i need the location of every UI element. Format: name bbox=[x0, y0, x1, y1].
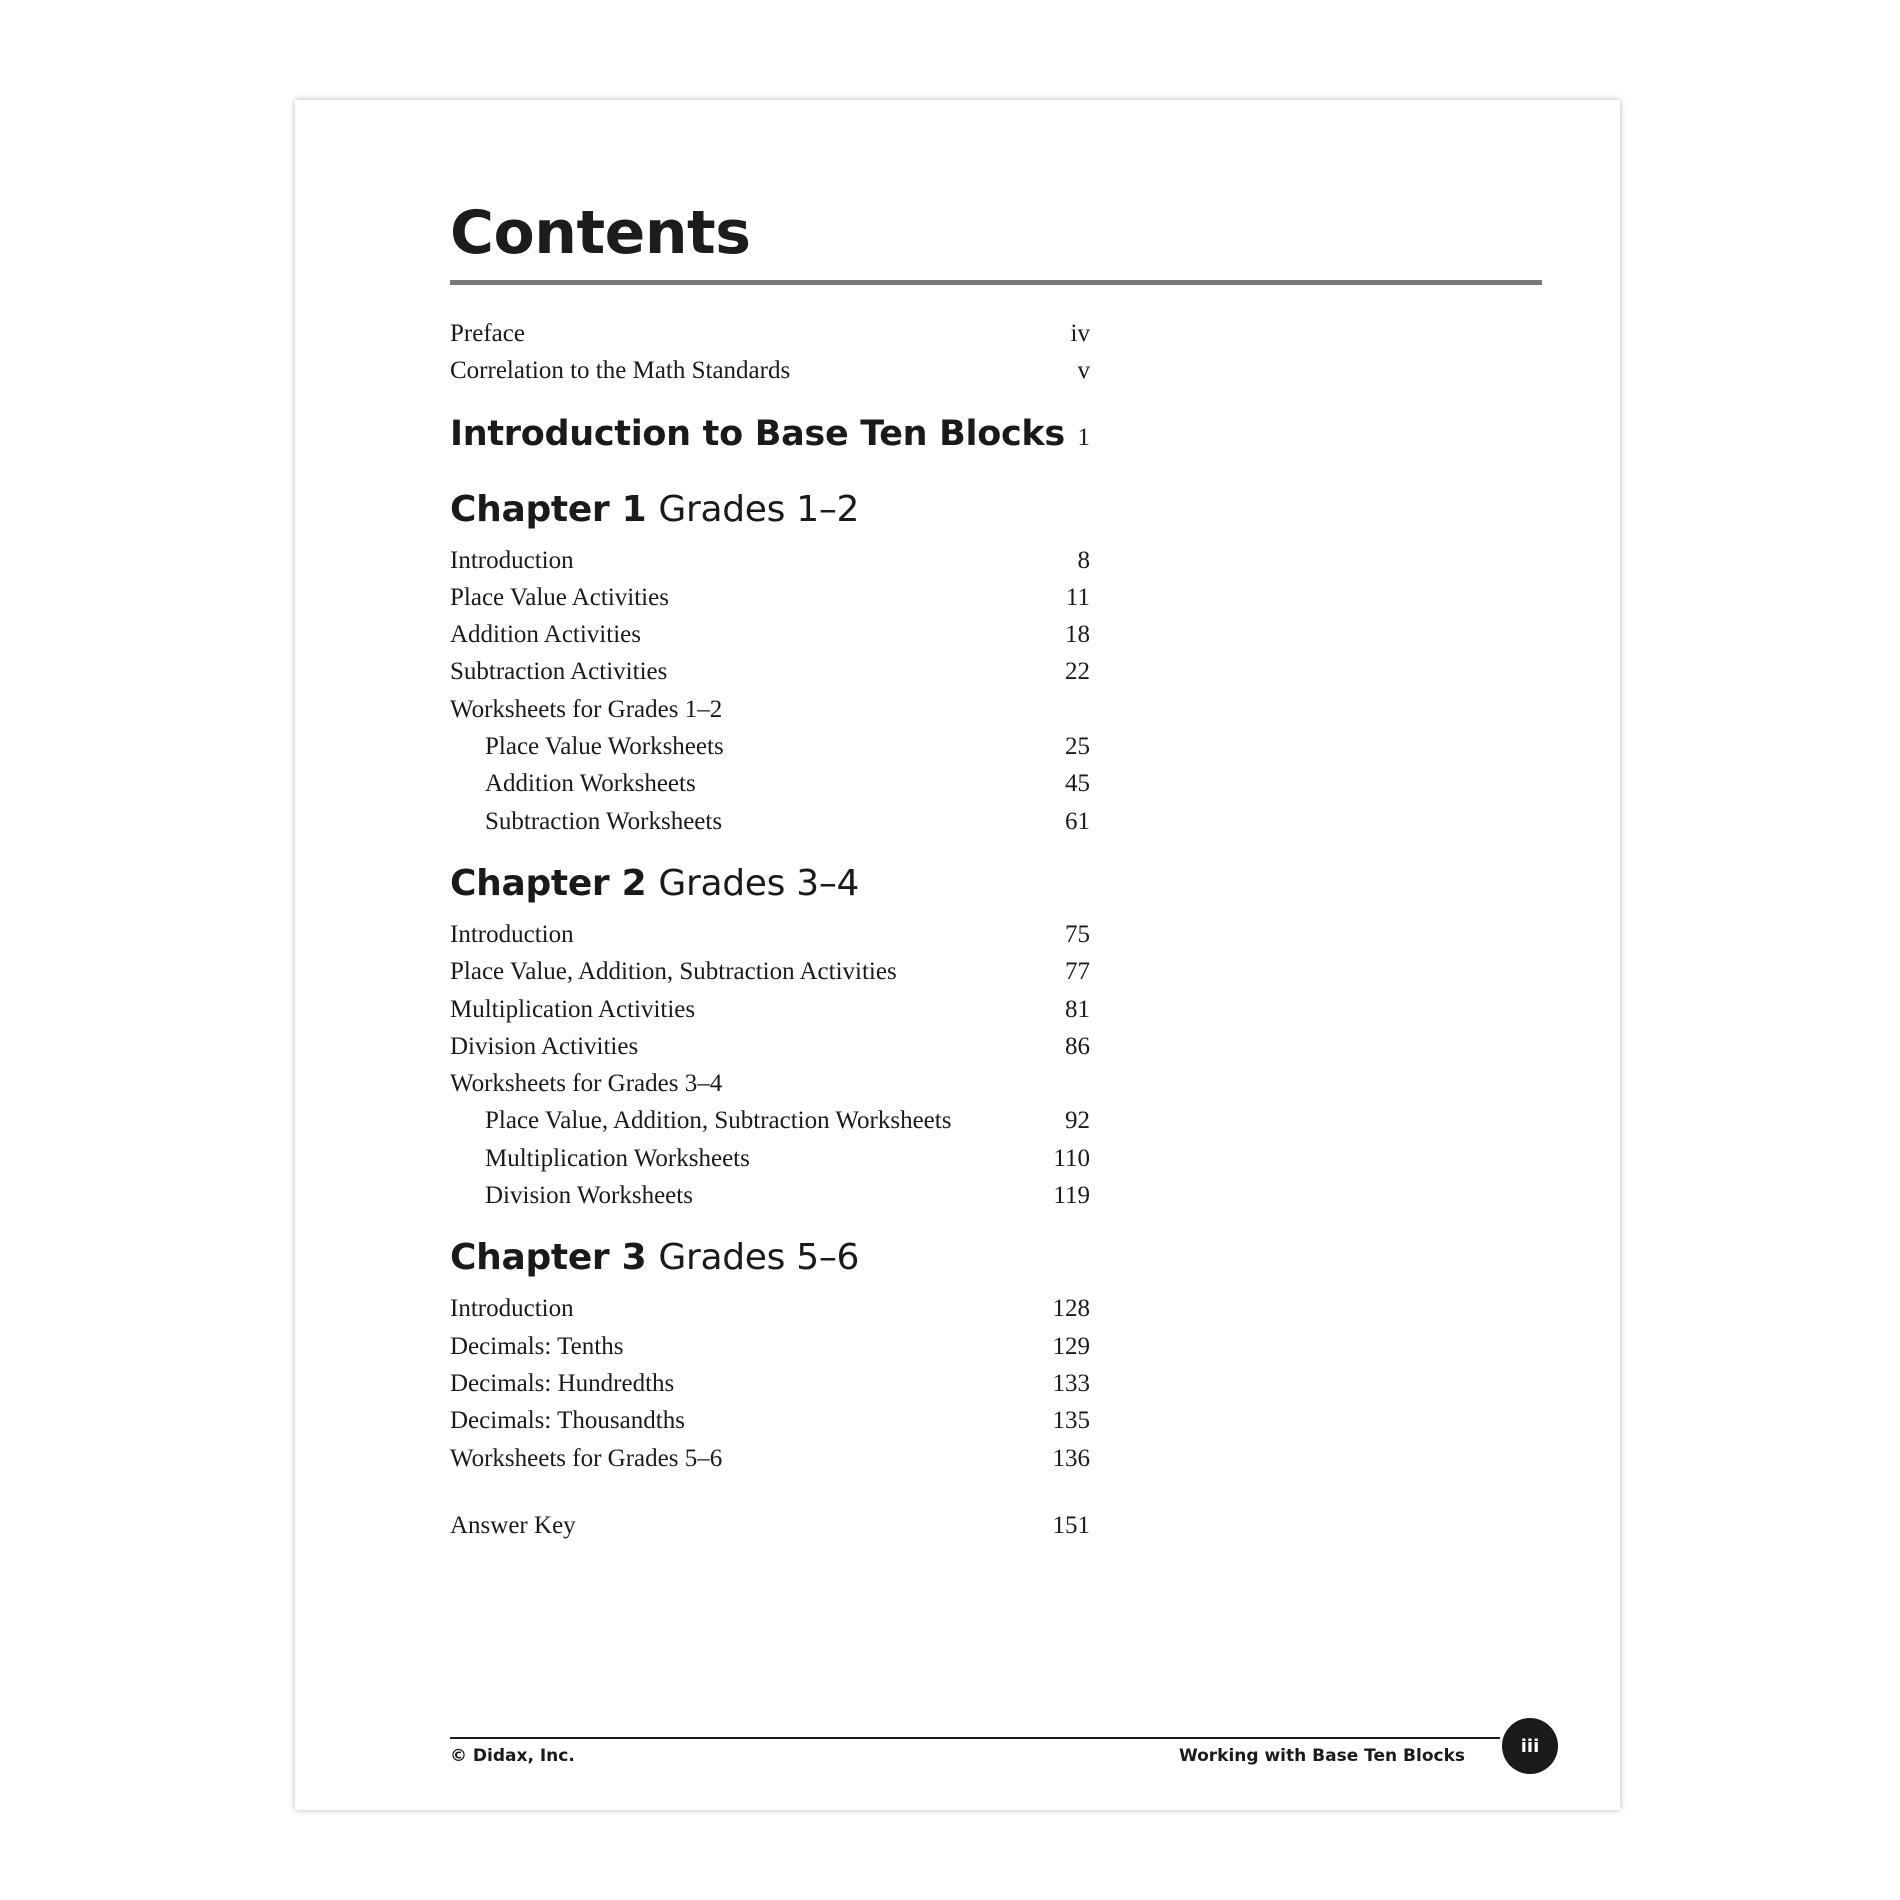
toc-entry-answer-key[interactable] bbox=[450, 1507, 1090, 1544]
toc-entry[interactable] bbox=[450, 1290, 1090, 1327]
toc-entry-page: 151 bbox=[1052, 1511, 1090, 1539]
chapter-number: Chapter 3 bbox=[450, 1237, 647, 1279]
toc-entry-label: Multiplication Worksheets bbox=[485, 1144, 750, 1172]
document-page bbox=[295, 100, 1620, 1810]
toc-entry-label: Worksheets for Grades 1–2 bbox=[450, 695, 723, 723]
toc-entry-label: Introduction bbox=[450, 1295, 574, 1323]
toc-entry-page: 128 bbox=[1052, 1295, 1090, 1323]
chapter-grades: Grades 5–6 bbox=[658, 1237, 860, 1279]
toc-subentry[interactable] bbox=[450, 803, 1090, 840]
chapter-grades: Grades 3–4 bbox=[658, 862, 860, 904]
toc-entry-label: Place Value Activities bbox=[450, 583, 669, 611]
chapter-number: Chapter 2 bbox=[450, 862, 647, 904]
toc-heading-label: Introduction to Base Ten Blocks bbox=[450, 413, 1065, 454]
toc-entry-label: Answer Key bbox=[450, 1511, 576, 1539]
toc-subentry[interactable] bbox=[450, 728, 1090, 765]
toc-entry-page: 8 bbox=[1077, 546, 1090, 574]
toc-entry[interactable] bbox=[450, 1028, 1090, 1065]
toc-entry-label: Preface bbox=[450, 320, 525, 347]
chapter-2-heading bbox=[450, 852, 1090, 916]
toc-entry[interactable] bbox=[450, 1365, 1090, 1402]
toc-entry-label: Introduction bbox=[450, 920, 574, 948]
footer-copyright: © Didax, Inc. bbox=[450, 1746, 575, 1766]
toc-entry[interactable] bbox=[450, 579, 1090, 616]
toc-entry-page: 11 bbox=[1065, 583, 1090, 611]
toc-entry-page: 129 bbox=[1052, 1332, 1090, 1360]
toc-entry-label: Addition Activities bbox=[450, 621, 641, 649]
toc-entry[interactable] bbox=[450, 991, 1090, 1028]
toc-entry-label: Place Value, Addition, Subtraction Activities bbox=[450, 958, 897, 986]
chapter-3-heading bbox=[450, 1226, 1090, 1290]
toc-entry-page: 45 bbox=[1065, 770, 1090, 798]
toc-entry-page: 22 bbox=[1065, 658, 1090, 686]
toc-entry-page: 135 bbox=[1052, 1407, 1090, 1435]
toc-entry-page: 110 bbox=[1053, 1144, 1090, 1172]
toc-entry-label: Subtraction Worksheets bbox=[485, 807, 723, 835]
toc-entry-label: Worksheets for Grades 3–4 bbox=[450, 1070, 723, 1098]
toc-entry-group bbox=[450, 1065, 1090, 1102]
toc-subentry[interactable] bbox=[450, 765, 1090, 802]
toc-entry-label: Division Worksheets bbox=[485, 1182, 693, 1210]
spacer bbox=[450, 466, 1090, 478]
toc-entry-page: 92 bbox=[1065, 1107, 1090, 1135]
toc-entry-correlation[interactable] bbox=[450, 352, 1090, 389]
toc-subentry[interactable] bbox=[450, 1177, 1090, 1214]
spacer bbox=[450, 1214, 1090, 1226]
toc-entry[interactable] bbox=[450, 916, 1090, 953]
table-of-contents bbox=[450, 315, 1090, 1544]
toc-entry-page: 86 bbox=[1065, 1032, 1090, 1060]
toc-entry-page: 81 bbox=[1065, 995, 1090, 1023]
spacer bbox=[450, 840, 1090, 852]
toc-entry-label: Decimals: Thousandths bbox=[450, 1407, 685, 1435]
toc-entry-page: 18 bbox=[1065, 621, 1090, 649]
chapter-number: Chapter 1 bbox=[450, 488, 647, 530]
toc-entry-label: Correlation to the Math Standards bbox=[450, 357, 791, 385]
toc-entry-preface[interactable] bbox=[450, 315, 1090, 352]
toc-entry-label: Place Value Worksheets bbox=[485, 733, 724, 761]
title-rule bbox=[450, 280, 1542, 285]
toc-subentry[interactable] bbox=[450, 1102, 1090, 1139]
toc-entry-label: Introduction bbox=[450, 546, 574, 574]
toc-entry-label: Subtraction Activities bbox=[450, 658, 668, 686]
toc-entry-label: Place Value, Addition, Subtraction Worksheets bbox=[485, 1107, 952, 1135]
page-number-badge: iii bbox=[1502, 1718, 1558, 1774]
footer-rule bbox=[450, 1737, 1500, 1739]
toc-entry[interactable] bbox=[450, 653, 1090, 690]
toc-subentry[interactable] bbox=[450, 1140, 1090, 1177]
chapter-1-heading bbox=[450, 478, 1090, 542]
toc-entry-page: 133 bbox=[1052, 1369, 1090, 1397]
toc-introduction-heading[interactable] bbox=[450, 402, 1090, 466]
toc-entry[interactable] bbox=[450, 1440, 1090, 1477]
toc-entry[interactable] bbox=[450, 1328, 1090, 1365]
spacer bbox=[450, 1477, 1090, 1507]
toc-entry-page: 61 bbox=[1065, 807, 1090, 835]
chapter-grades: Grades 1–2 bbox=[658, 488, 860, 530]
spacer bbox=[450, 390, 1090, 402]
page-title: Contents bbox=[450, 198, 751, 268]
toc-entry-label: Worksheets for Grades 5–6 bbox=[450, 1444, 723, 1472]
toc-entry-label: Decimals: Tenths bbox=[450, 1332, 624, 1360]
toc-entry-page: v bbox=[1077, 357, 1090, 385]
toc-entry-label: Decimals: Hundredths bbox=[450, 1369, 675, 1397]
toc-entry[interactable] bbox=[450, 616, 1090, 653]
toc-heading-page: 1 bbox=[1077, 423, 1090, 451]
toc-entry[interactable] bbox=[450, 953, 1090, 990]
toc-entry-group bbox=[450, 691, 1090, 728]
toc-entry-page: 136 bbox=[1052, 1444, 1090, 1472]
toc-entry-page: 75 bbox=[1065, 920, 1090, 948]
toc-entry-page: iv bbox=[1070, 320, 1090, 347]
toc-entry-page: 119 bbox=[1053, 1182, 1090, 1210]
toc-entry-page: 77 bbox=[1065, 958, 1090, 986]
toc-entry[interactable] bbox=[450, 1402, 1090, 1439]
toc-entry-label: Division Activities bbox=[450, 1032, 639, 1060]
toc-entry-label: Multiplication Activities bbox=[450, 995, 696, 1023]
toc-entry-page: 25 bbox=[1065, 733, 1090, 761]
footer-book-title: Working with Base Ten Blocks bbox=[1178, 1746, 1465, 1766]
toc-entry-label: Addition Worksheets bbox=[485, 770, 696, 798]
toc-entry[interactable] bbox=[450, 542, 1090, 579]
